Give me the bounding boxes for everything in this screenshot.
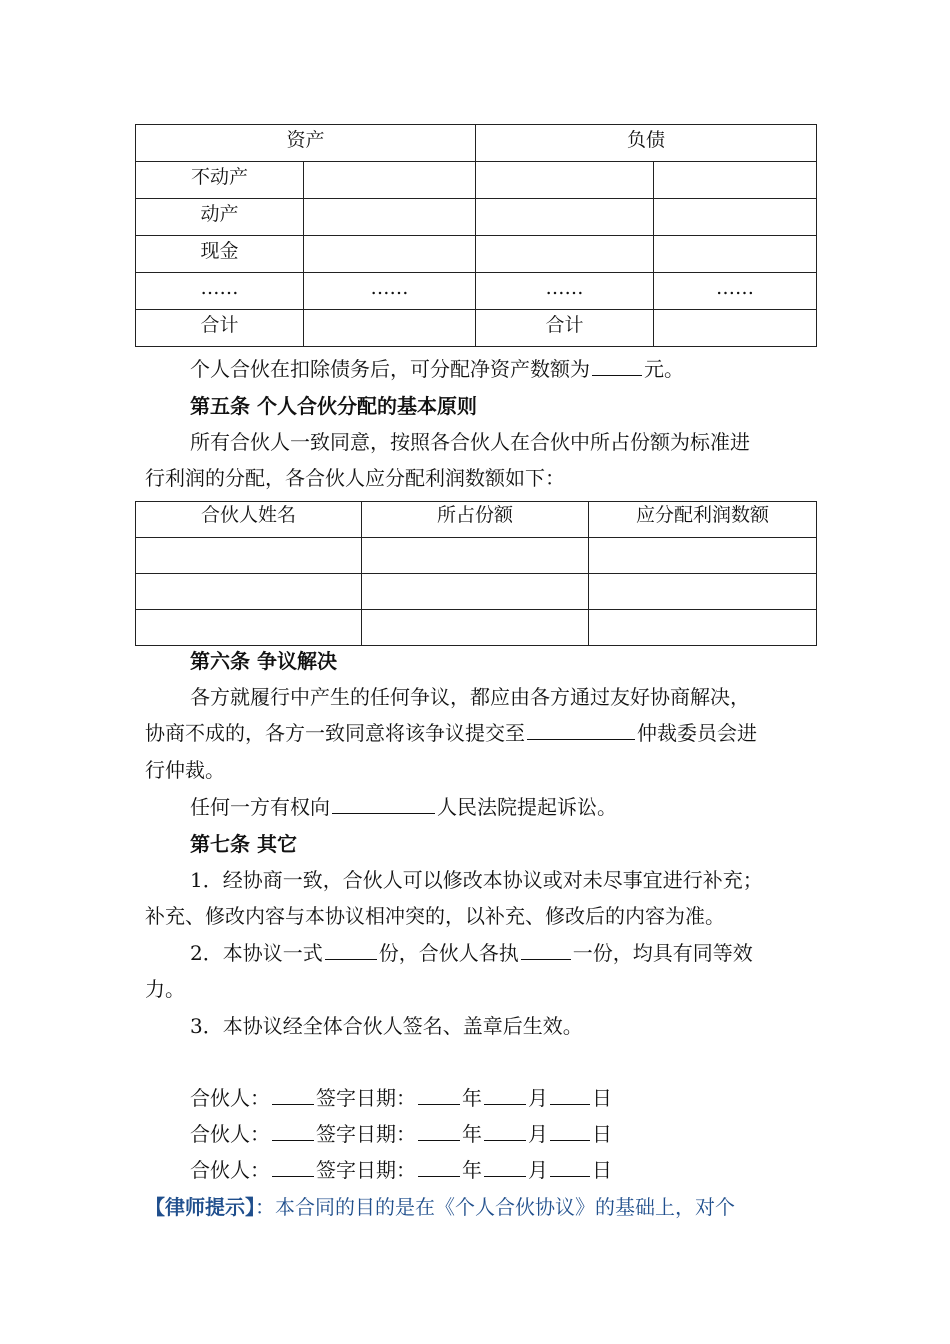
date-label: 签字日期：: [316, 1122, 416, 1146]
copies-mid: 份，合伙人各执: [378, 941, 519, 965]
table-cell: [362, 610, 589, 646]
net-assets-suffix: 元。: [644, 357, 684, 381]
table-cell: 合计: [476, 310, 654, 347]
table-header-row: [136, 502, 817, 538]
header-share: 所占份额: [362, 502, 589, 538]
article5-para-line1: 所有合伙人一致同意，按照各合伙人在合伙中所占份额为标准进: [190, 430, 750, 454]
table-cell: [304, 310, 476, 347]
table-cell: [362, 538, 589, 574]
table-cell: [589, 574, 817, 610]
table-row: [136, 199, 817, 236]
article5-para-line2: 行利润的分配，各合伙人应分配利润数额如下：: [145, 466, 565, 490]
lawyer-tip-text: ：本合同的目的是在《个人合伙协议》的基础上，对个: [255, 1195, 735, 1219]
copies-suffix: 一份，均具有同等效: [572, 941, 753, 965]
header-liabilities: 负债: [476, 125, 817, 162]
table-cell: [136, 574, 362, 610]
table-cell: ……: [136, 273, 304, 310]
copies-each-blank[interactable]: [521, 939, 571, 960]
table-header-row: [136, 125, 817, 162]
table-cell: [136, 610, 362, 646]
arbitration-blank[interactable]: [527, 719, 635, 740]
year-label: 年: [462, 1122, 482, 1146]
header-partner-name: 合伙人姓名: [136, 502, 362, 538]
lawyer-tip: [145, 1193, 815, 1221]
month-blank[interactable]: [484, 1120, 526, 1141]
table-cell: [476, 162, 654, 199]
profit-distribution-table: [135, 501, 817, 646]
table-row: [136, 310, 817, 347]
table-cell: [654, 162, 817, 199]
table-cell: [304, 199, 476, 236]
article6-title: 第六条 争议解决: [190, 649, 337, 673]
partner-label: 合伙人：: [190, 1086, 270, 1110]
net-assets-blank[interactable]: [592, 355, 642, 376]
date-label: 签字日期：: [316, 1158, 416, 1182]
article7-item1-line2: 补充、修改内容与本协议相冲突的，以补充、修改后的内容为准。: [145, 904, 725, 928]
signature-line: [190, 1156, 815, 1184]
table-row: [136, 162, 817, 199]
table-cell: [654, 199, 817, 236]
copies-blank[interactable]: [325, 939, 377, 960]
table-cell: [136, 538, 362, 574]
table-cell: 不动产: [136, 162, 304, 199]
day-blank[interactable]: [550, 1084, 590, 1105]
article7-item1-line1: 1．经协商一致，合伙人可以修改本协议或对未尽事宜进行补充；: [190, 868, 763, 892]
signature-line: [190, 1120, 815, 1148]
date-label: 签字日期：: [316, 1086, 416, 1110]
table-cell: 动产: [136, 199, 304, 236]
lawyer-tip-label: 【律师提示】: [145, 1195, 255, 1219]
day-blank[interactable]: [550, 1156, 590, 1177]
table-row: [136, 610, 817, 646]
table-cell: [304, 236, 476, 273]
article6-para-line3: 行仲裁。: [145, 758, 225, 782]
court-suffix: 人民法院提起诉讼。: [437, 795, 617, 819]
table-cell: [304, 162, 476, 199]
table-cell: [589, 610, 817, 646]
year-label: 年: [462, 1086, 482, 1110]
table-cell: ……: [476, 273, 654, 310]
table-cell: ……: [304, 273, 476, 310]
day-label: 日: [592, 1086, 612, 1110]
partner-name-blank[interactable]: [272, 1156, 314, 1177]
court-prefix: 任何一方有权向: [190, 795, 330, 819]
table-row: [136, 574, 817, 610]
article6-para-line1: 各方就履行中产生的任何争议，都应由各方通过友好协商解决，: [190, 685, 750, 709]
table-row: [136, 538, 817, 574]
table-cell: 合计: [136, 310, 304, 347]
asset-liability-table: [135, 124, 817, 347]
article6-para-line2: [145, 719, 815, 747]
year-label: 年: [462, 1158, 482, 1182]
net-assets-line: [190, 355, 815, 383]
partner-name-blank[interactable]: [272, 1084, 314, 1105]
article7-item2-line2: 力。: [145, 977, 185, 1001]
table-cell: [362, 574, 589, 610]
article6-court-line: [190, 793, 815, 821]
table-cell: [589, 538, 817, 574]
month-blank[interactable]: [484, 1156, 526, 1177]
month-label: 月: [528, 1086, 548, 1110]
net-assets-prefix: 个人合伙在扣除债务后，可分配净资产数额为: [190, 357, 590, 381]
month-label: 月: [528, 1158, 548, 1182]
copies-prefix: 2．本协议一式: [190, 941, 323, 965]
signature-line: [190, 1084, 815, 1112]
year-blank[interactable]: [418, 1156, 460, 1177]
day-label: 日: [592, 1158, 612, 1182]
year-blank[interactable]: [418, 1084, 460, 1105]
partner-label: 合伙人：: [190, 1158, 270, 1182]
table-cell: [476, 199, 654, 236]
partner-name-blank[interactable]: [272, 1120, 314, 1141]
table-cell: [654, 236, 817, 273]
header-assets: 资产: [136, 125, 476, 162]
month-blank[interactable]: [484, 1084, 526, 1105]
month-label: 月: [528, 1122, 548, 1146]
header-profit-amount: 应分配利润数额: [589, 502, 817, 538]
year-blank[interactable]: [418, 1120, 460, 1141]
article7-item2-line1: [190, 939, 815, 967]
arbitration-prefix: 协商不成的，各方一致同意将该争议提交至: [145, 721, 525, 745]
article7-item3: 3．本协议经全体合伙人签名、盖章后生效。: [190, 1014, 583, 1038]
partner-label: 合伙人：: [190, 1122, 270, 1146]
day-label: 日: [592, 1122, 612, 1146]
day-blank[interactable]: [550, 1120, 590, 1141]
arbitration-suffix: 仲裁委员会进: [637, 721, 757, 745]
article5-title: 第五条 个人合伙分配的基本原则: [190, 394, 477, 418]
table-cell: 现金: [136, 236, 304, 273]
article7-title: 第七条 其它: [190, 832, 297, 856]
table-row: [136, 236, 817, 273]
table-cell: ……: [654, 273, 817, 310]
court-blank[interactable]: [332, 793, 435, 814]
table-cell: [654, 310, 817, 347]
table-cell: [476, 236, 654, 273]
table-row: [136, 273, 817, 310]
